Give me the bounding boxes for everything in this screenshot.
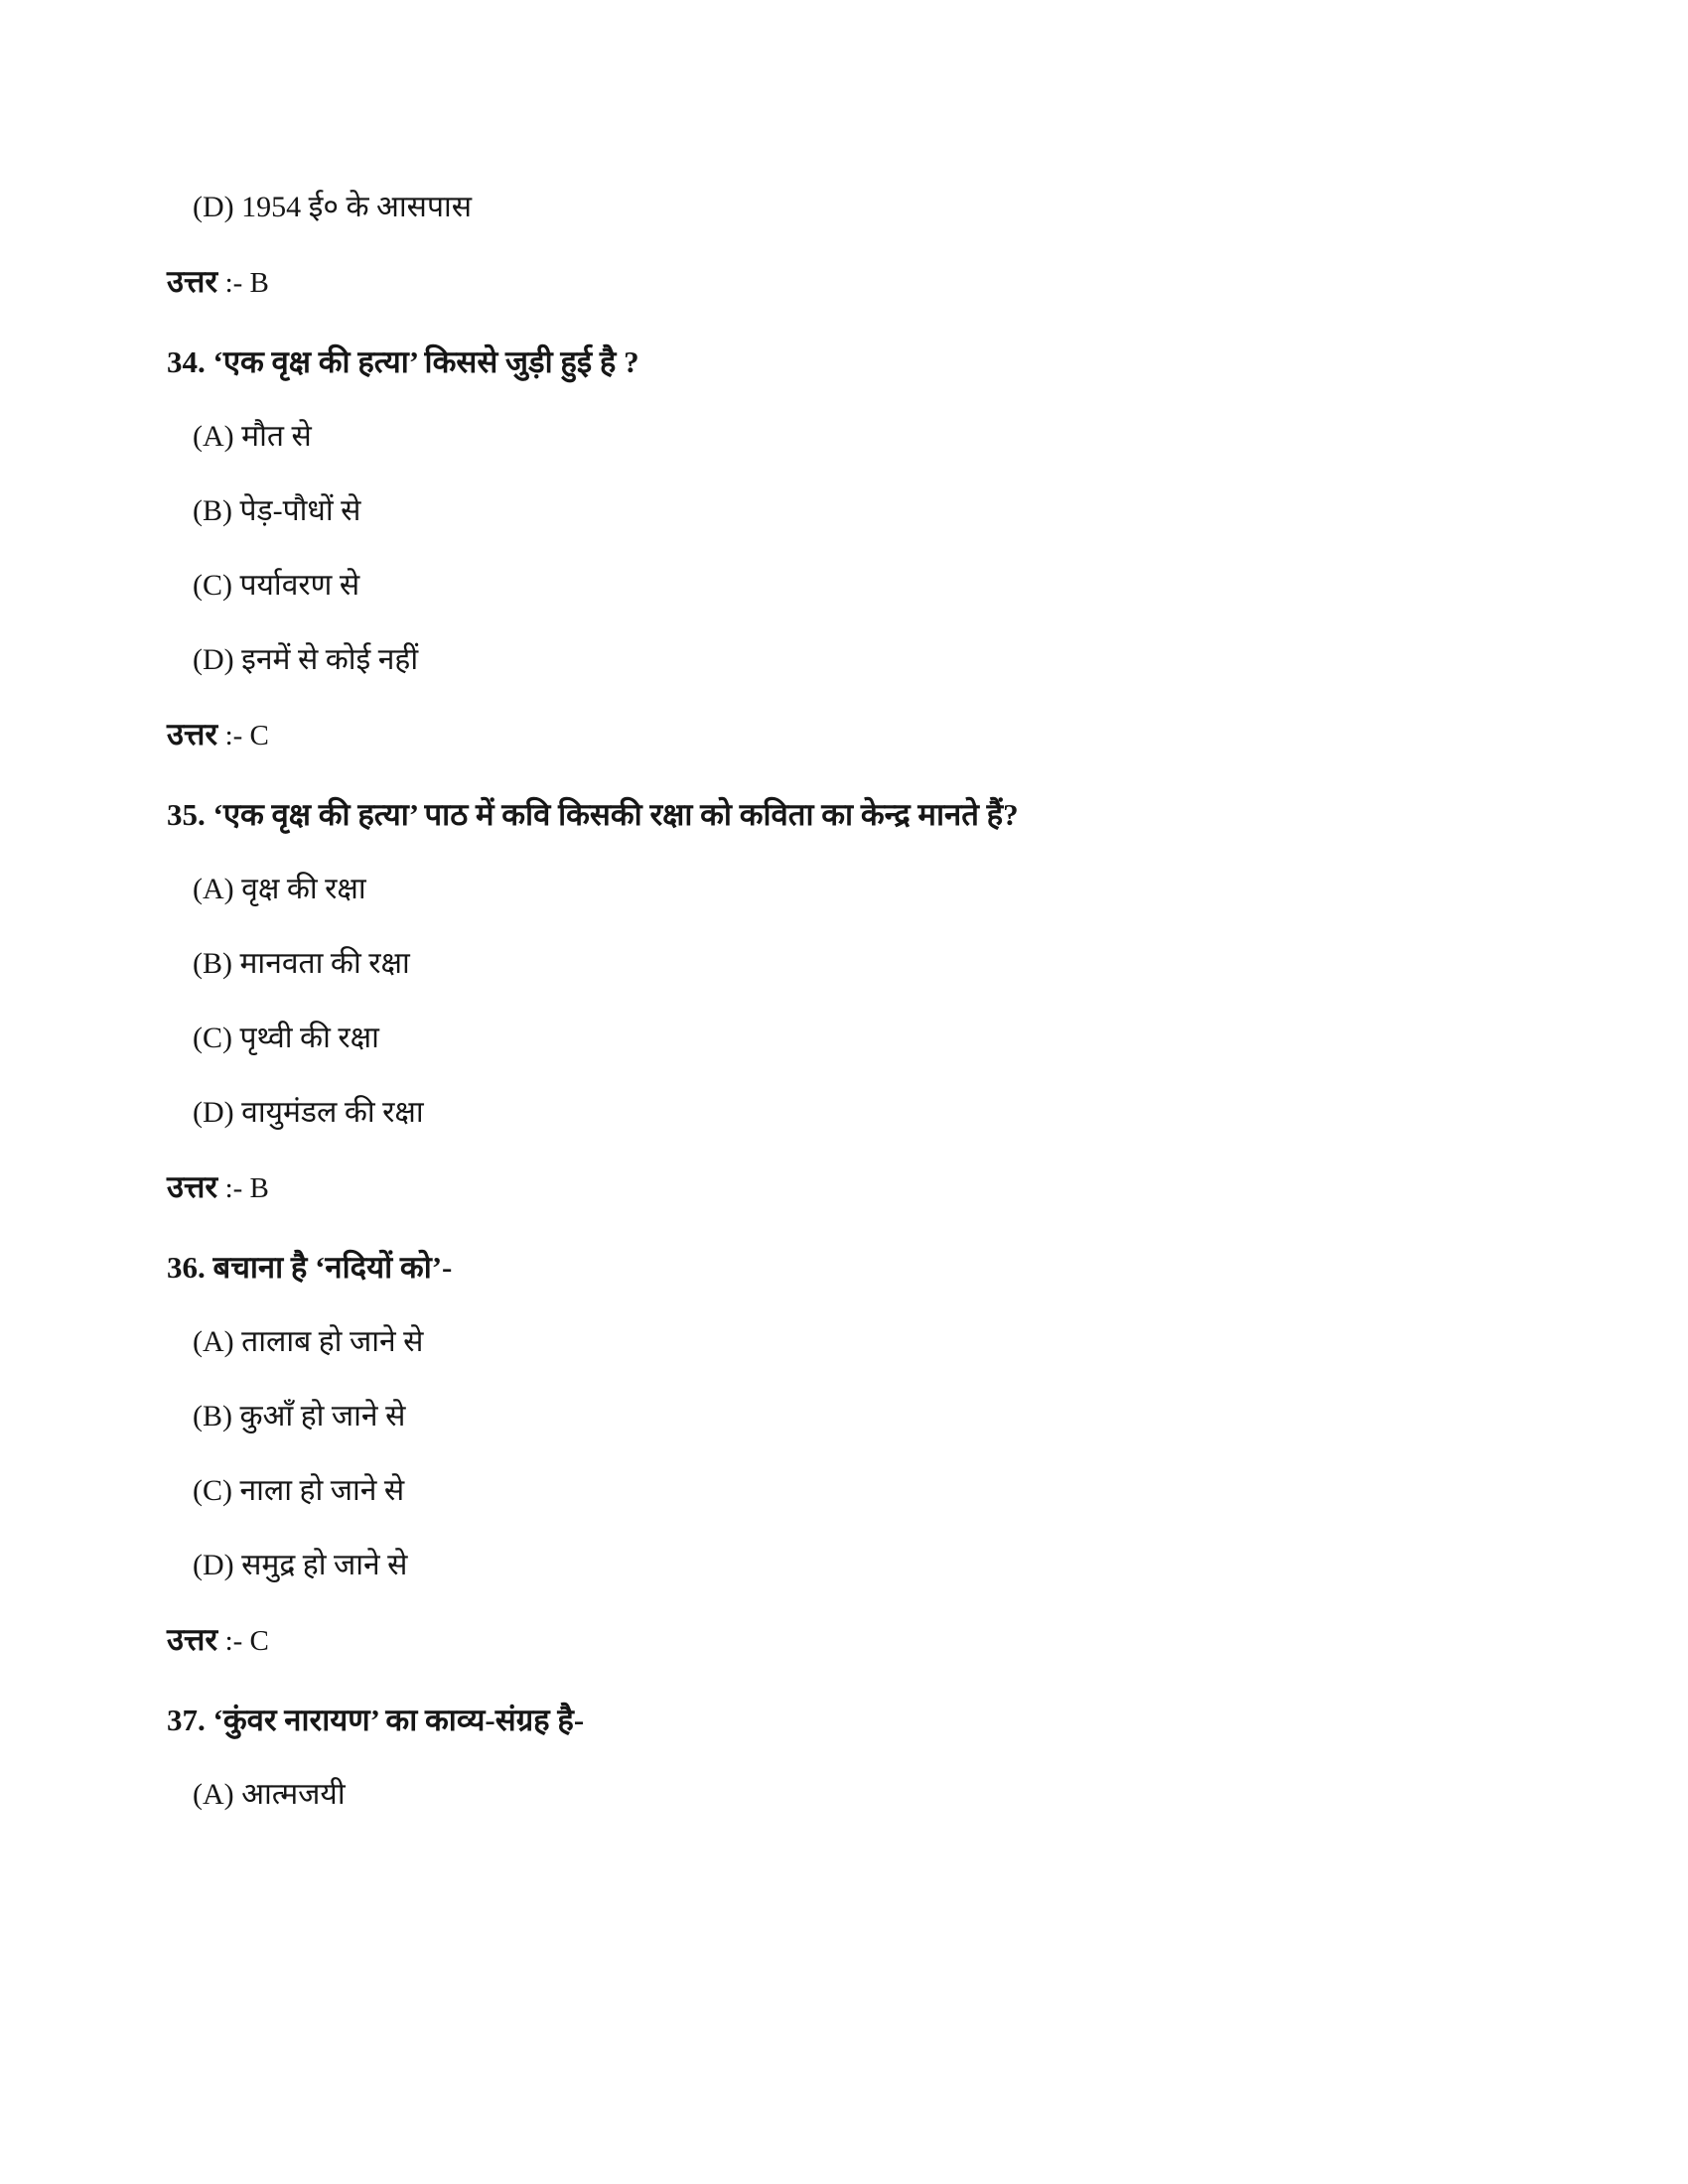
q33-answer-label: उत्तर <box>167 264 218 299</box>
q36-answer-label: उत्तर <box>167 1622 218 1657</box>
q34-answer-line <box>167 716 1628 754</box>
q33-option-d: (D) 1954 ई० के आसपास <box>193 191 473 223</box>
question-34-header: 34. ‘एक वृक्ष की हत्या’ किससे जुड़ी हुई है ? <box>167 344 639 379</box>
q35-option-a: (A) वृक्ष की रक्षा <box>193 873 366 905</box>
q34-option-d: (D) इनमें से कोई नहीं <box>193 643 419 676</box>
q35-option-c: (C) पृथ्वी की रक्षा <box>193 1022 379 1054</box>
q34-answer-label: उत्तर <box>167 717 218 751</box>
q36-option-d: (D) समुद्र हो जाने से <box>193 1549 408 1581</box>
question-37-header: 37. ‘कुंवर नारायण’ का काव्य-संग्रह है- <box>167 1703 585 1737</box>
q35-answer-value: :- B <box>224 1172 269 1204</box>
q35-option-b: (B) मानवता की रक्षा <box>193 947 410 980</box>
q36-answer-value: :- C <box>224 1625 269 1657</box>
question-36-header: 36. बचाना है ‘नदियों को’- <box>167 1250 453 1285</box>
q33-answer-value: :- B <box>224 267 269 299</box>
q35-answer-line <box>167 1168 1628 1207</box>
q36-option-b: (B) कुआँ हो जाने से <box>193 1400 406 1433</box>
q34-answer-value: :- C <box>224 720 269 751</box>
q34-option-a: (A) मौत से <box>193 420 312 453</box>
q36-answer-line <box>167 1621 1628 1660</box>
q35-option-d: (D) वायुमंडल की रक्षा <box>193 1096 424 1129</box>
q36-option-c: (C) नाला हो जाने से <box>193 1474 405 1507</box>
q37-option-a: (A) आत्मजयी <box>193 1778 346 1811</box>
q33-answer-line <box>167 263 1628 302</box>
q34-option-b: (B) पेड़-पौधों से <box>193 494 361 527</box>
q35-answer-label: उत्तर <box>167 1169 218 1204</box>
q36-option-a: (A) तालाब हो जाने से <box>193 1325 424 1358</box>
q34-option-c: (C) पर्यावरण से <box>193 569 360 602</box>
question-35-header: 35. ‘एक वृक्ष की हत्या’ पाठ में कवि किसकी रक्षा को कविता का केन्द्र मानते हैं? <box>167 797 1019 832</box>
